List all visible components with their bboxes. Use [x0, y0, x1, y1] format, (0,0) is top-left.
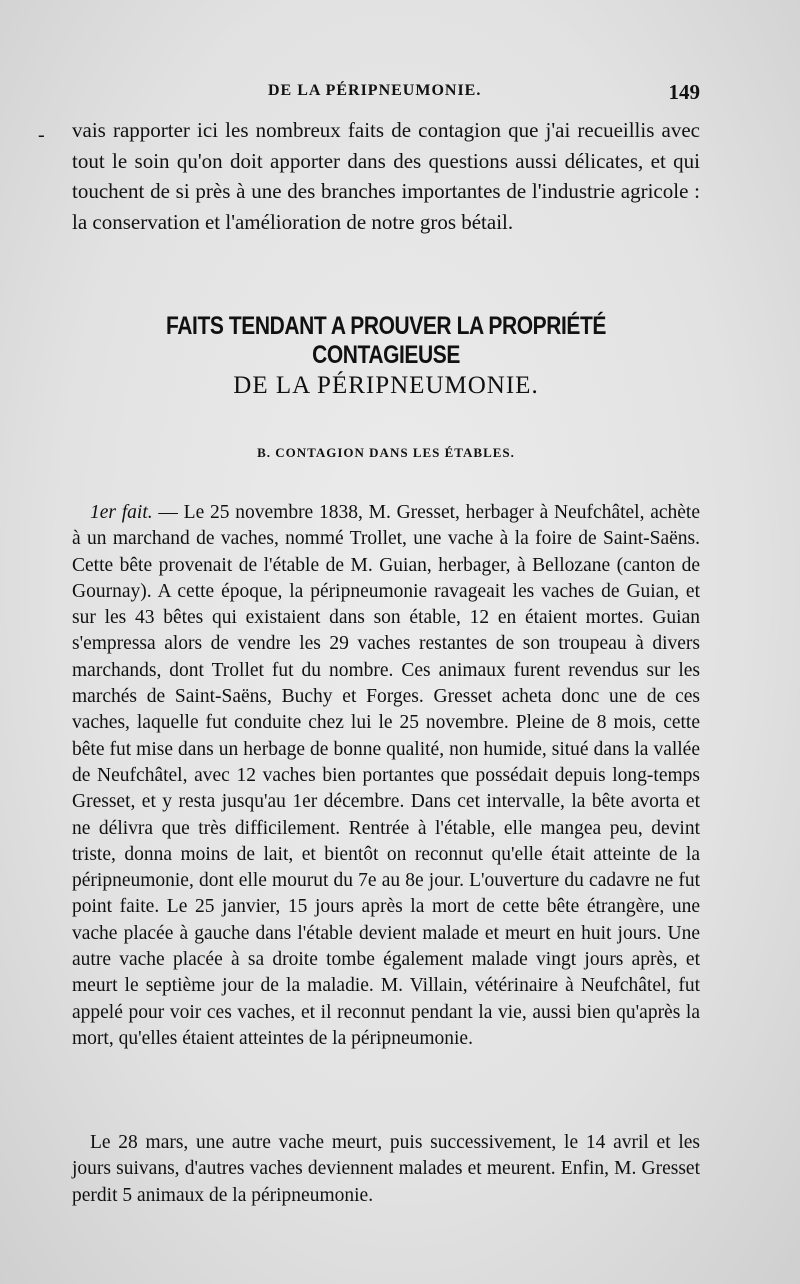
intro-paragraph: vais rapporter ici les nombreux faits de contagion que j'ai recueillis avec tout le soin qu'on doit apporter dans des questions aussi délicates, et qui touchent de si près à une des branches importantes de l'industrie agricole : la conservation et l'amélioration de notre gros bétail. [72, 118, 700, 234]
closing-paragraph: Le 28 mars, une autre vache meurt, puis successivement, le 14 avril et les jours suivans, d'autres vaches deviennent malades et meurent. Enfin, M. Gresset perdit 5 animaux de la péripneumonie. [72, 1132, 700, 1206]
margin-mark: - [38, 124, 45, 146]
section-heading-continued: DE LA PÉRIPNEUMONIE. [233, 372, 539, 399]
section-heading: FAITS TENDANT A PROUVER LA PROPRIÉTÉ CONTAGIEUSE [166, 312, 606, 369]
fact-label: 1er fait. [90, 502, 153, 523]
page-number: 149 [668, 80, 700, 104]
fact-paragraph [72, 500, 700, 1052]
subsection-title: B. CONTAGION DANS LES ÉTABLES. [257, 445, 515, 460]
running-head: DE LA PÉRIPNEUMONIE. [268, 82, 482, 99]
page-header [72, 80, 700, 108]
fact-text: — Le 25 novembre 1838, M. Gresset, herbager à Neufchâtel, achète à un marchand de vaches, nommé Trollet, une vache à la foire de Saint-Saëns. Cette bête provenait de l'étable de M. Guian, herbager, à Bellozane (canton de Gournay). A cette époque, la péripneumonie ravageait les vaches de Guian, et sur les 43 bêtes qui existaient dans son étable, 12 en étaient mortes. Guian s'empressa alors de vendre les 29 vaches restantes de son troupeau à divers marchands, dont Trollet fut du nombre. Ces animaux furent revendus sur les marchés de Saint-Saëns, Buchy et Forges. Gresset acheta donc une de ces vaches, laquelle fut conduite chez lui le 25 novembre. Pleine de 8 mois, cette bête fut mise dans un herbage de bonne qualité, non humide, situé dans la vallée de Neufchâtel, avec 12 vaches bien portantes que possédait depuis long-temps Gresset, et y resta jusqu'au 1er décembre. Dans cet intervalle, la bête avorta et ne délivra que très difficilement. Rentrée à l'étable, elle mangea peu, devint triste, donna moins de lait, et bientôt on reconnut qu'elle était atteinte de la péripneumonie, dont elle mourut du 7e au 8e jour. L'ouverture du cadavre ne fut point faite. Le 25 janvier, 15 jours après la mort de cette bête étrangère, une vache placée à gauche dans l'étable devient malade et meurt en huit jours. Une autre vache placée à sa droite tombe également malade vingt jours après, et meurt le septième jour de la maladie. M. Villain, vétérinaire à Neufchâtel, fut appelé pour voir ces vaches, et il reconnut pendant la vie, aussi bien qu'après la mort, qu'elles étaient atteintes de la péripneumonie. [72, 502, 701, 1049]
